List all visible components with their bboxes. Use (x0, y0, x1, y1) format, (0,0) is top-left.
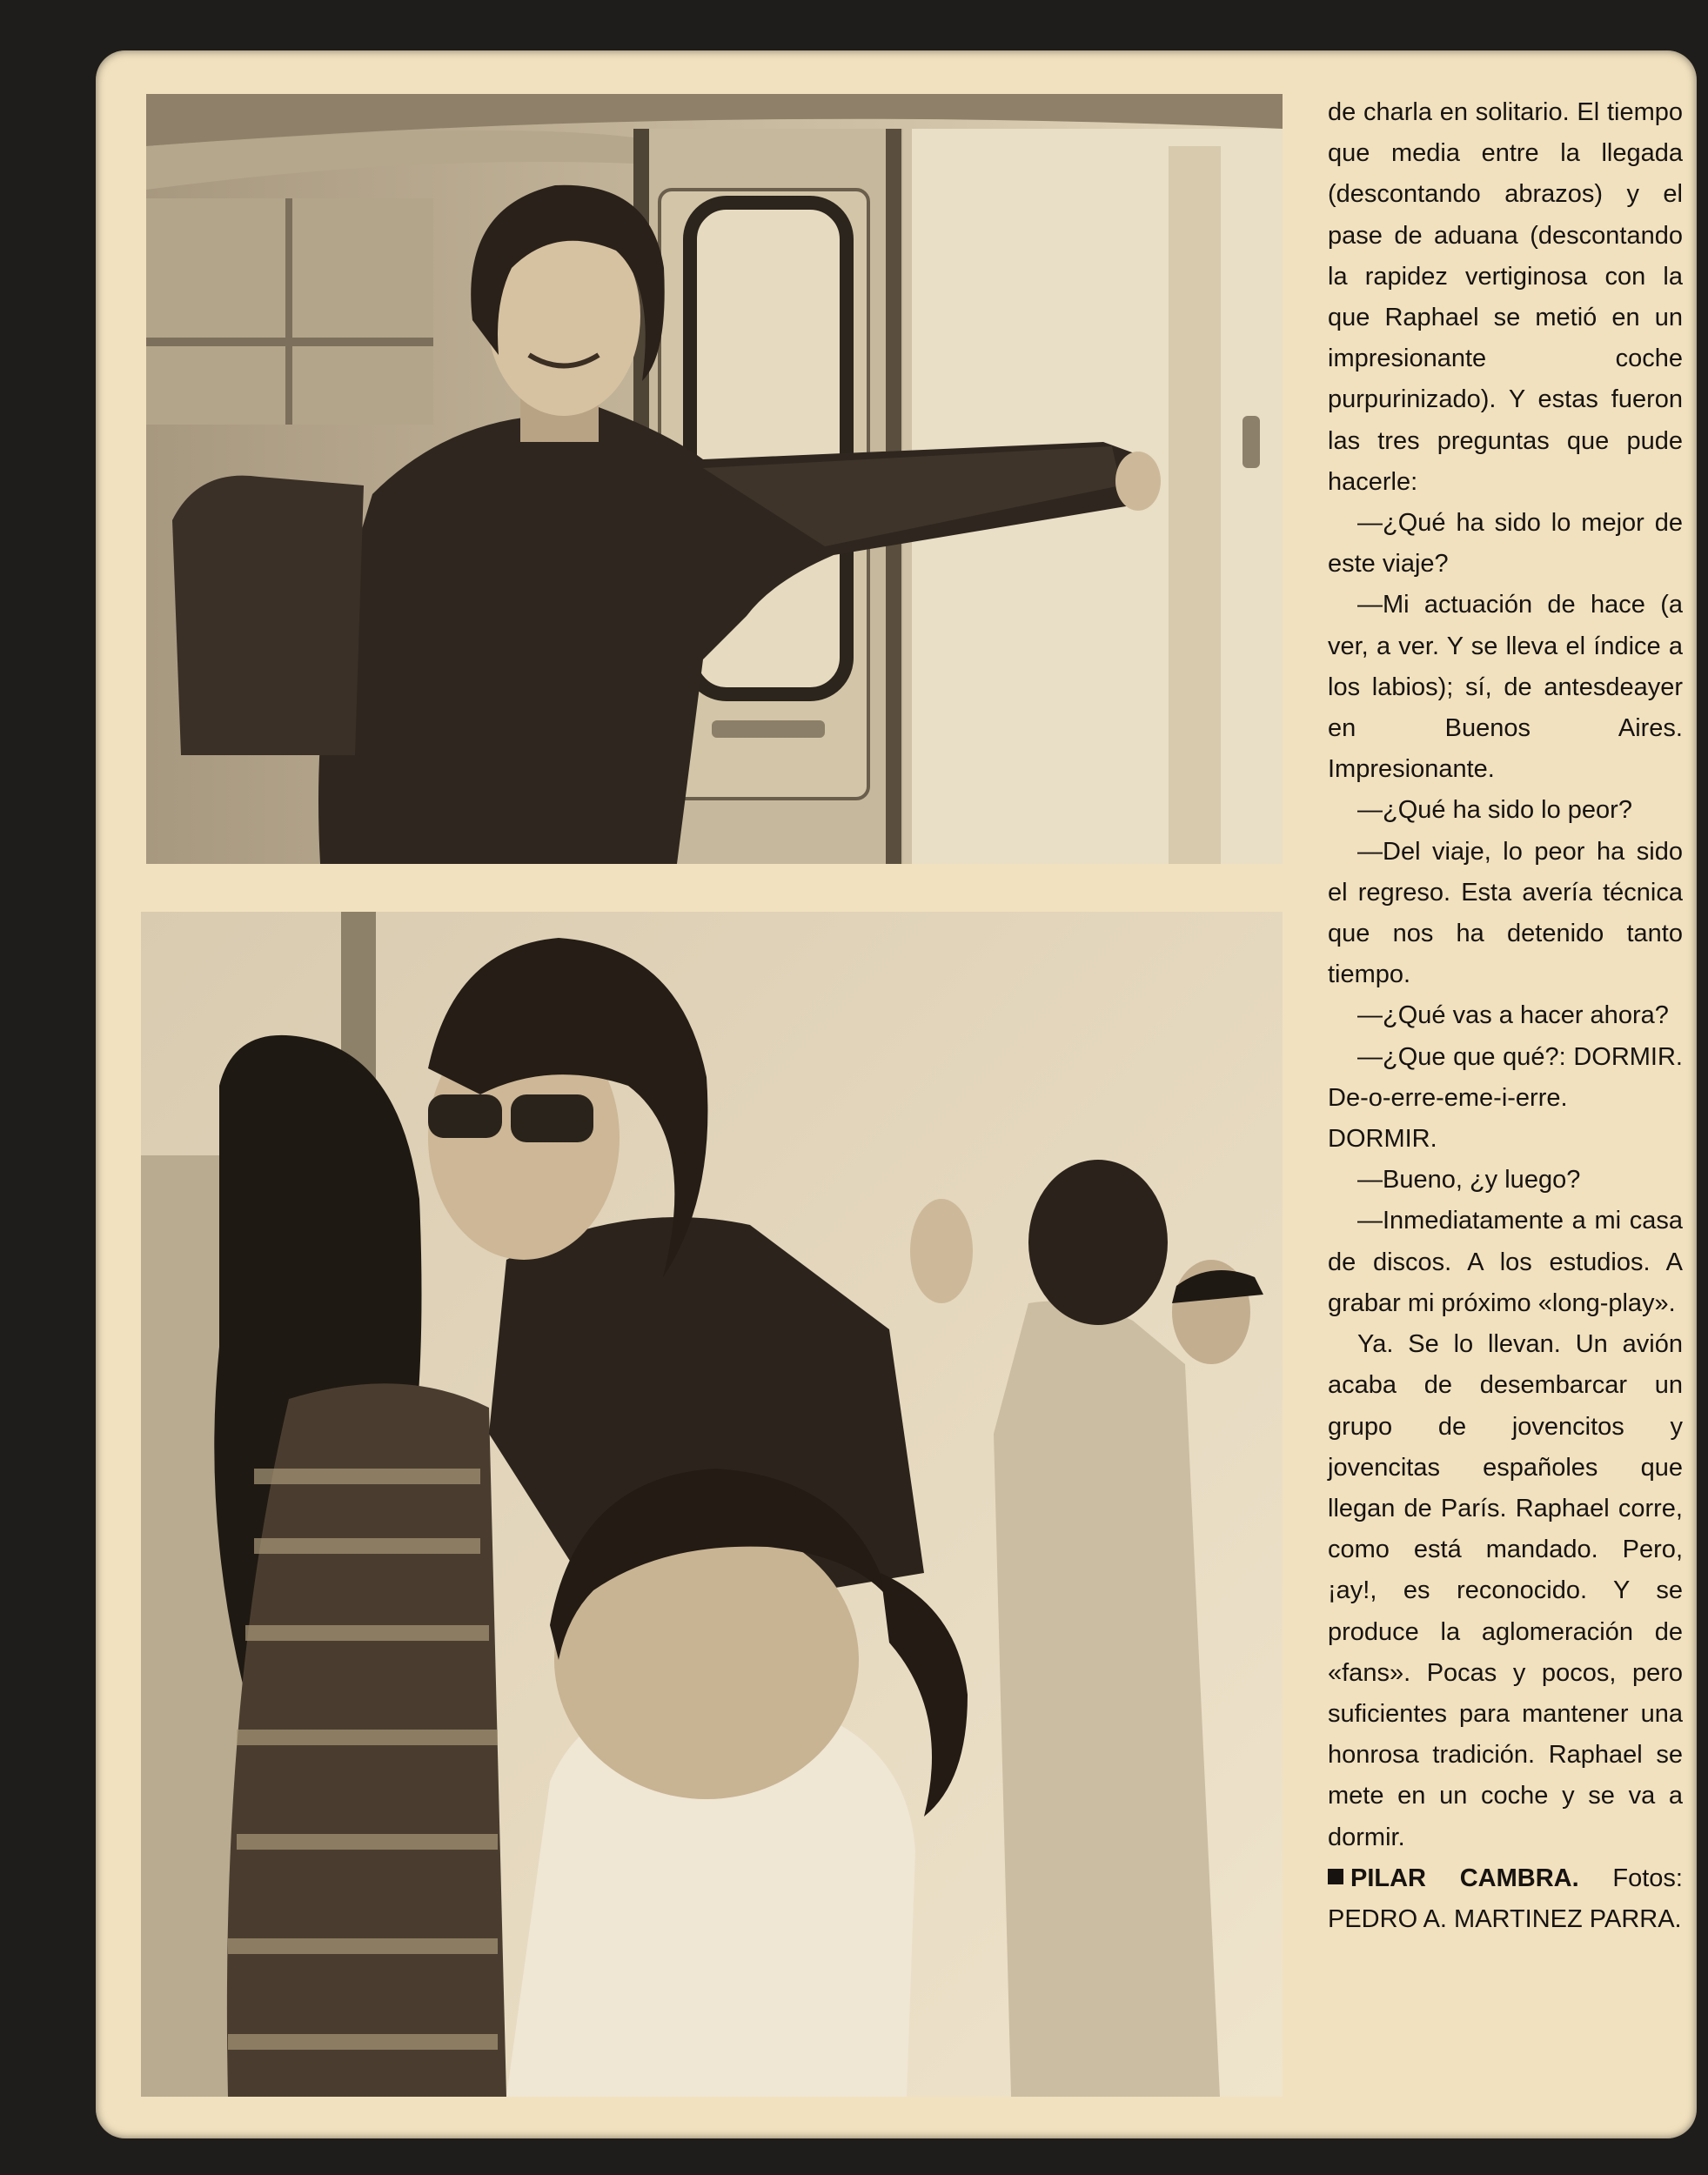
article-paragraph-answer-now: —¿Que que qué?: DORMIR. De-o-erre-eme-i-erre. DORMIR. (1328, 1042, 1683, 1154)
byline-photos-label: Fotos: (1612, 1864, 1683, 1892)
photo-bottom-illustration (141, 912, 1283, 2097)
article-paragraph-question-worst: —¿Qué ha sido lo peor? (1357, 796, 1632, 825)
byline-author: PILAR CAMBRA. (1350, 1864, 1579, 1892)
magazine-page (96, 50, 1697, 2138)
article-paragraph-question-now: —¿Qué vas a hacer ahora? (1357, 1001, 1669, 1030)
article-column (1328, 92, 1683, 1940)
byline-photographer: PEDRO A. MARTINEZ PARRA. (1328, 1904, 1682, 1933)
byline (1328, 1858, 1683, 1940)
photo-raphael-greeting-fans (141, 912, 1283, 2097)
article-paragraph-question-best: —¿Qué ha sido lo mejor de este viaje? (1328, 509, 1683, 579)
photo-top-illustration (146, 94, 1283, 864)
article-paragraph-answer-best: —Mi actuación de hace (a ver, a ver. Y se lleva el índice a los labios); sí, de antesdeayer en Buenos Aires. Impresionante. (1328, 591, 1683, 784)
article-paragraph-answer-later: —Inmediatamente a mi casa de discos. A los estudios. A grabar mi próximo «long-play». (1328, 1207, 1683, 1317)
article-paragraph-intro: de charla en solitario. El tiempo que media entre la llegada (descontando abrazos) y el pase de aduana (descontando la rapidez vertiginosa con la que Raphael se metió en un impresionante coche purpurinizado). Y estas fueron las tres preguntas que pude hacerle: (1328, 98, 1683, 496)
article-paragraph-closing: Ya. Se lo llevan. Un avión acaba de desembarcar un grupo de jovencitos y jovencitas españoles que llegan de París. Raphael corre, como está mandado. Pero, ¡ay!, es reconocido. Y se produce la aglomeración de «fans». Pocas y pocos, pero suficientes para mantener una honrosa tradición. Raphael se mete en un coche y se va a dormir. (1328, 1330, 1683, 1851)
article-paragraph-question-later: —Bueno, ¿y luego? (1357, 1166, 1581, 1195)
article-paragraph-answer-worst: —Del viaje, lo peor ha sido el regreso. Esta avería técnica que nos ha detenido tanto tiempo. (1328, 837, 1683, 989)
photo-raphael-bus-door (146, 94, 1283, 864)
byline-square-icon (1328, 1869, 1343, 1884)
